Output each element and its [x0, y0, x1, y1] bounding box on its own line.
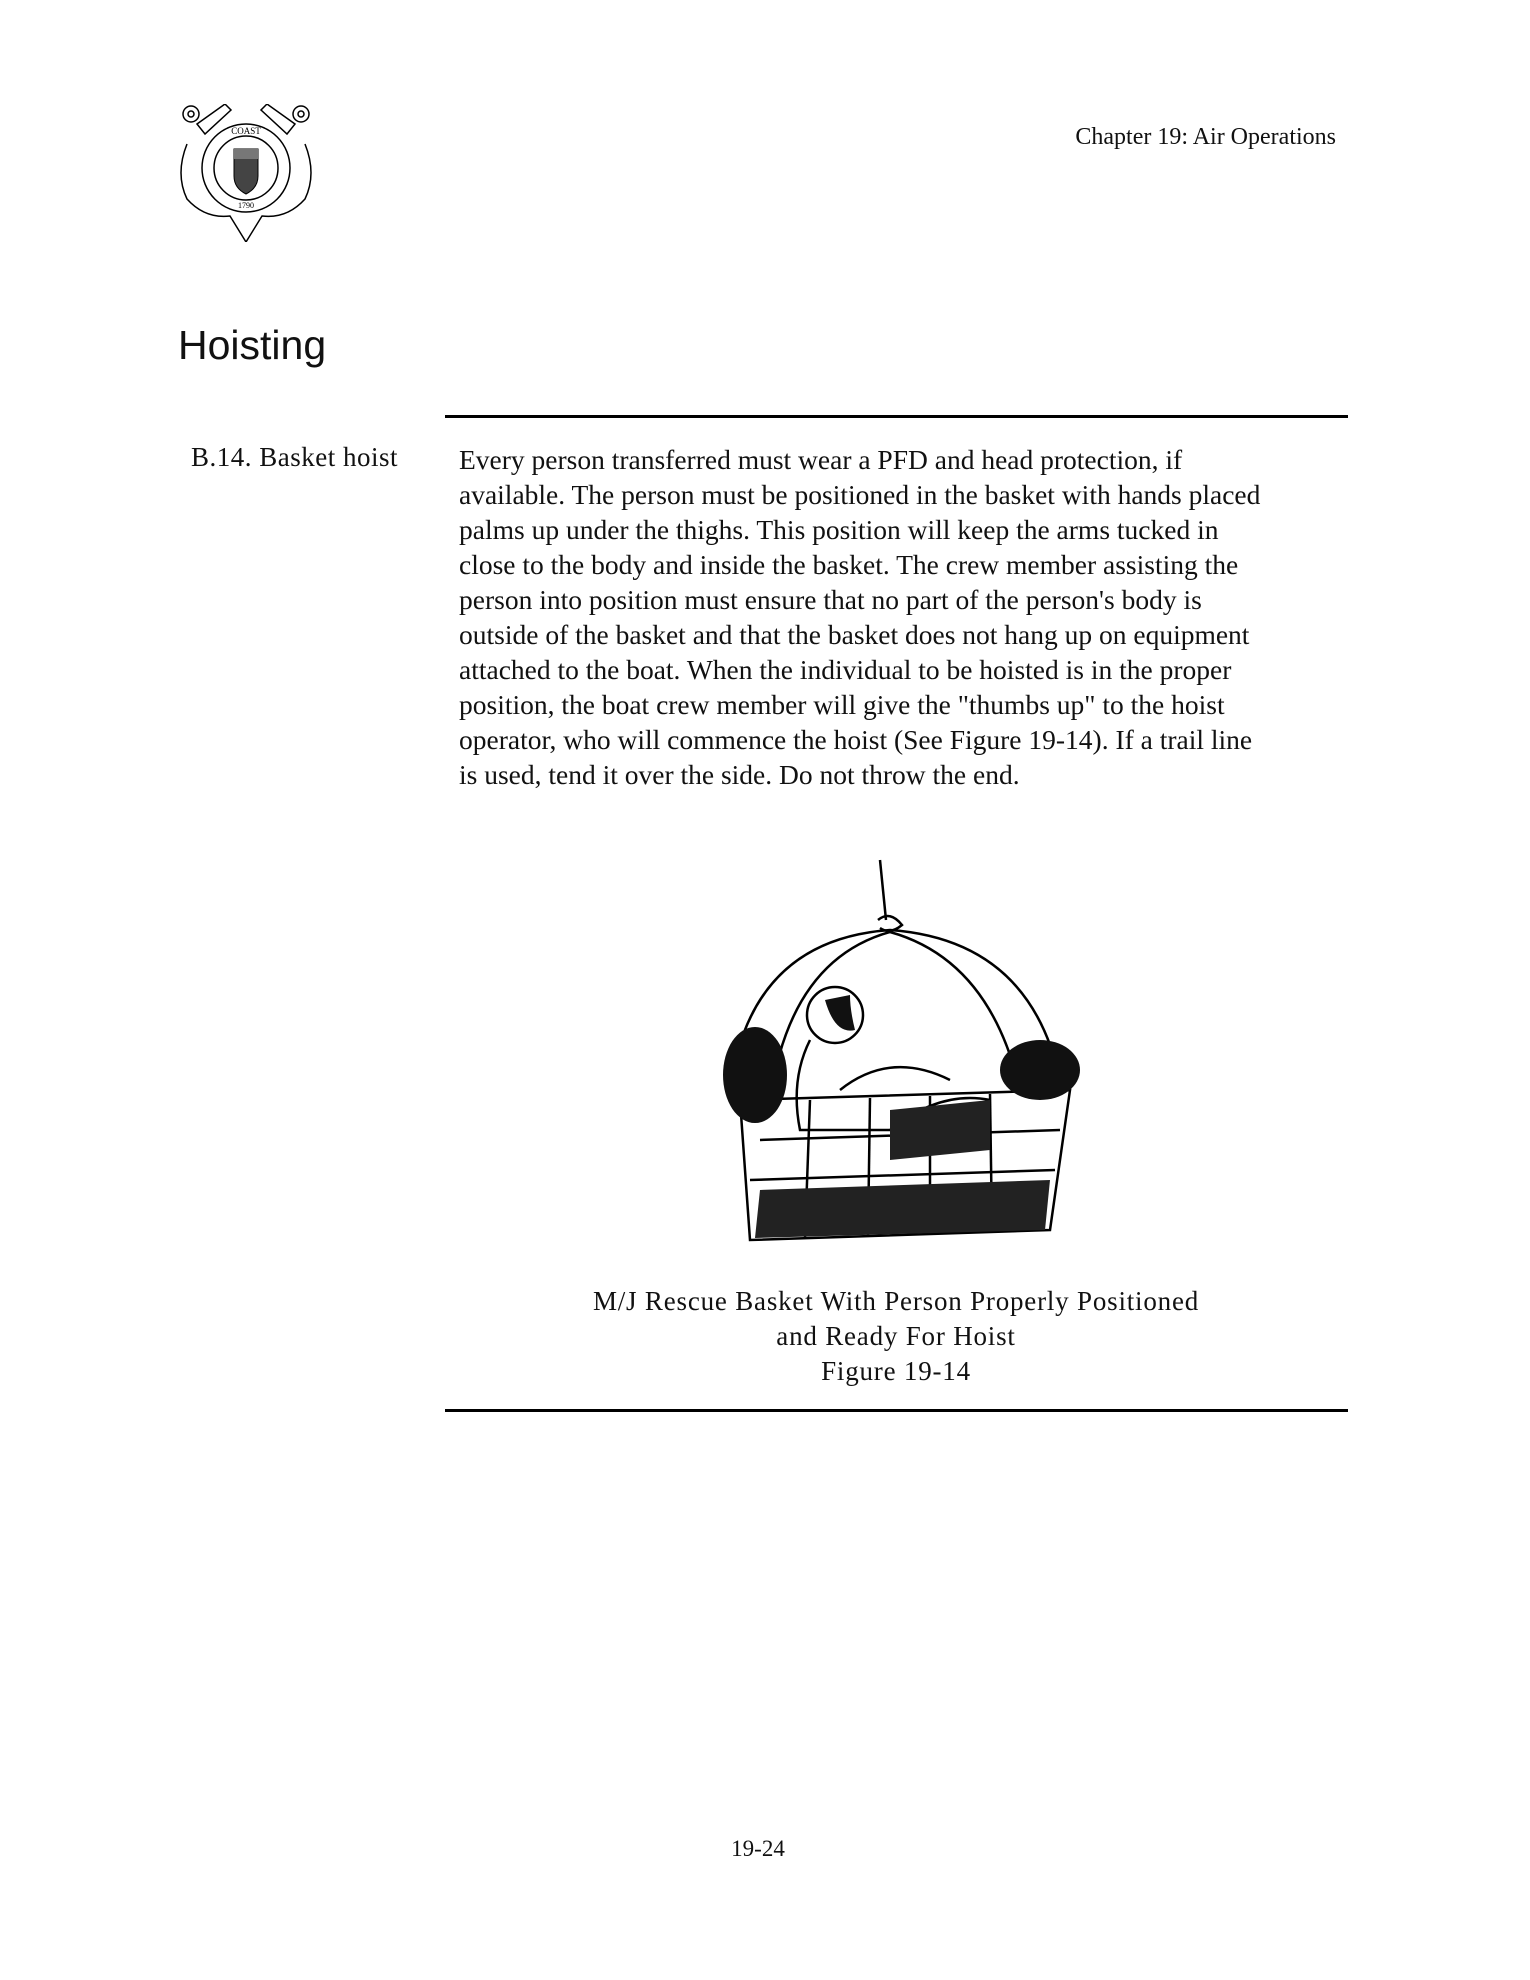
bottom-divider	[445, 1409, 1348, 1412]
figure-number: Figure 19-14	[821, 1356, 971, 1386]
figure-caption	[446, 1284, 1346, 1389]
body-line: position, the boat crew member will give the "thumbs up" to the hoist	[459, 689, 1225, 720]
section-title: Hoisting	[178, 322, 327, 368]
body-line: is used, tend it over the side. Do not throw the end.	[459, 759, 1020, 790]
rescue-basket-illustration	[690, 850, 1110, 1255]
section-label: B.14. Basket hoist	[191, 442, 399, 472]
body-line: available. The person must be positioned in the basket with hands placed	[459, 479, 1261, 510]
body-line: attached to the boat. When the individual to be hoisted is in the proper	[459, 654, 1232, 685]
body-line: Every person transferred must wear a PFD and head protection, if	[459, 444, 1183, 475]
page-number: 19-24	[731, 1836, 785, 1861]
body-line: close to the body and inside the basket. The crew member assisting the	[459, 549, 1239, 580]
caption-line: M/J Rescue Basket With Person Properly Positioned	[592, 1286, 1200, 1316]
body-line: person into position must ensure that no part of the person's body is	[459, 584, 1202, 615]
chapter-header: Chapter 19: Air Operations	[1075, 124, 1336, 150]
body-line: operator, who will commence the hoist (See Figure 19-14). If a trail line	[459, 724, 1253, 755]
body-line: palms up under the thighs. This position will keep the arms tucked in	[459, 514, 1219, 545]
body-line: outside of the basket and that the basket does not hang up on equipment	[459, 619, 1250, 650]
body-text	[459, 442, 1260, 792]
coast-guard-seal-logo	[175, 104, 317, 242]
svg-text:1790: 1790	[238, 201, 254, 210]
caption-line: and Ready For Hoist	[776, 1321, 1016, 1351]
svg-text:COAST: COAST	[231, 126, 261, 136]
top-divider	[445, 415, 1348, 418]
